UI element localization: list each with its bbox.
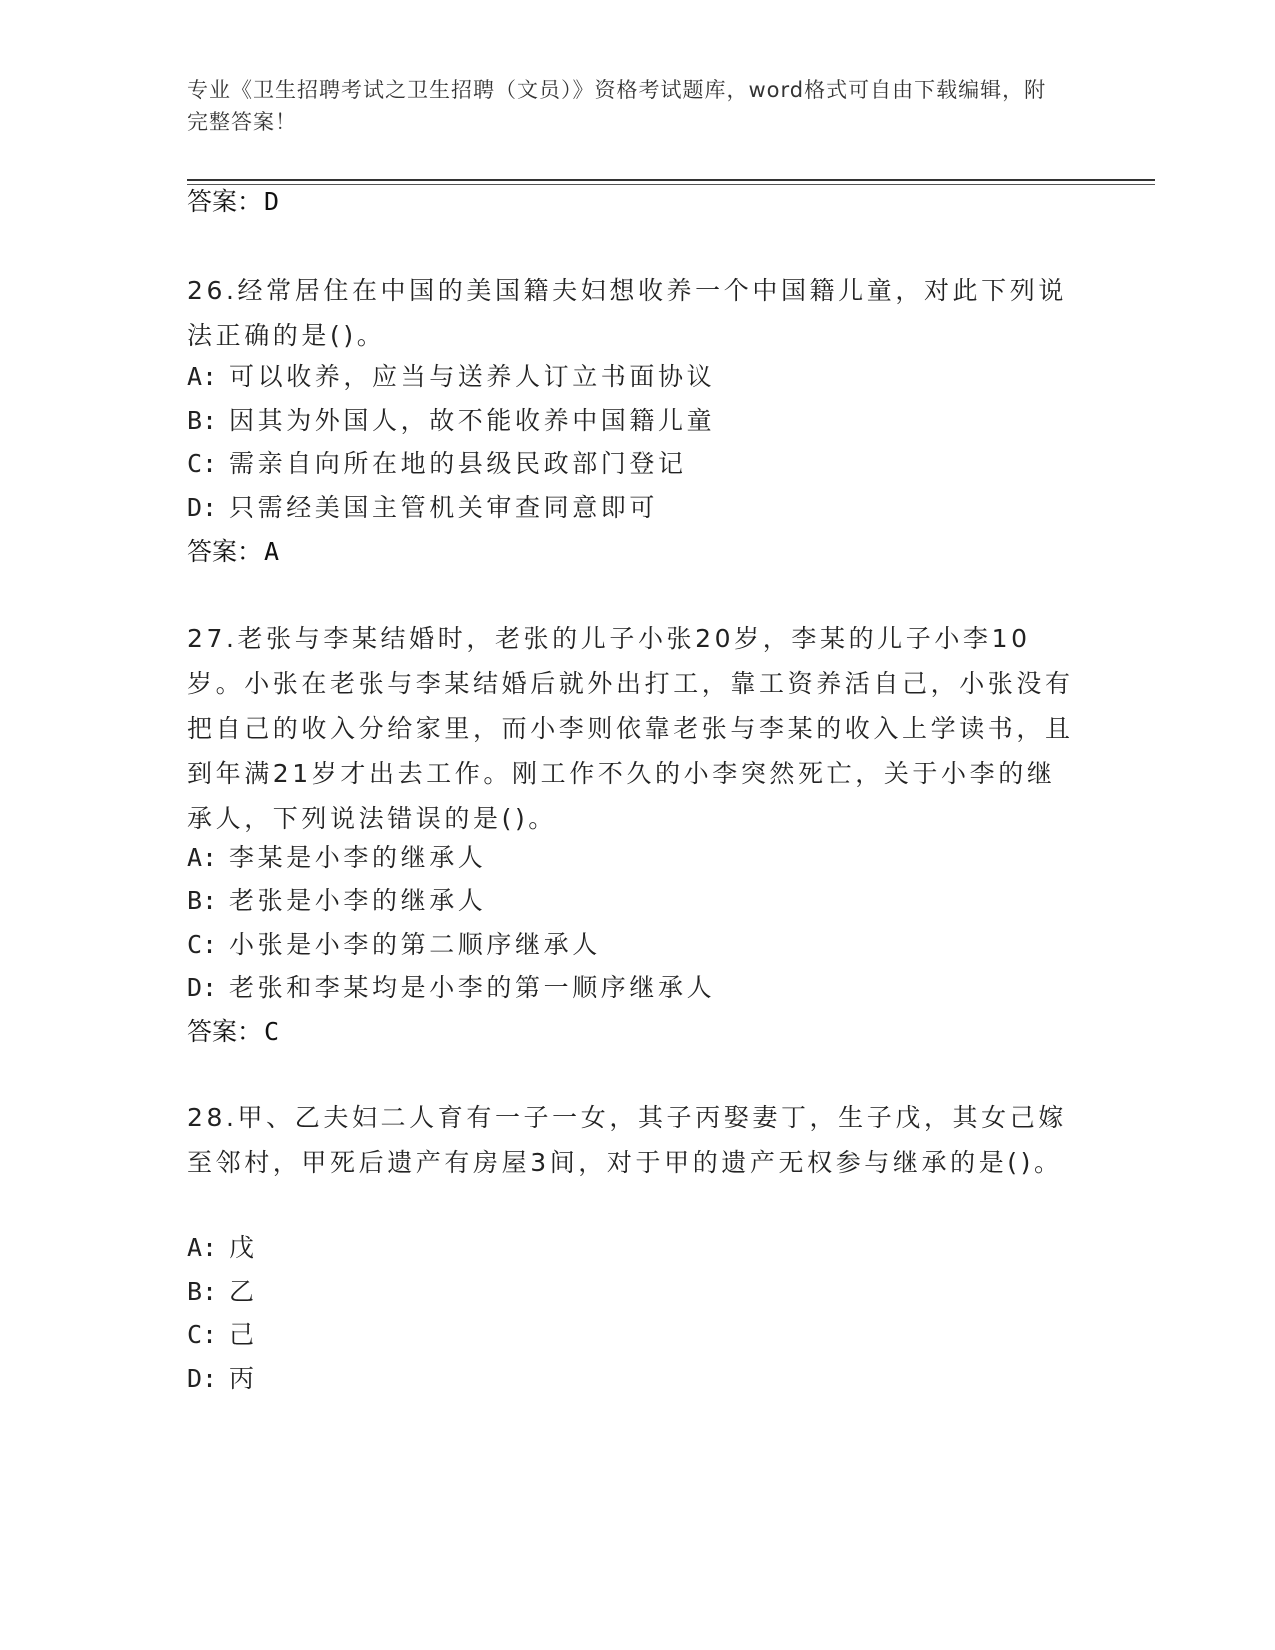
option-item: [187, 972, 715, 1004]
option-key: A:: [187, 1233, 218, 1262]
answer-label: 答案：: [187, 1017, 263, 1046]
option-item: [187, 405, 715, 437]
option-key: A:: [187, 843, 218, 872]
question-text: 28.甲、乙夫妇二人育有一子一女，其子丙娶妻丁，生子戊，其女己嫁至邻村，甲死后遗产有房屋3间，对于甲的遗产无权参与继承的是()。: [187, 1103, 1067, 1177]
option-item: [187, 1363, 258, 1395]
option-key: B:: [187, 406, 218, 435]
option-text: 可以收养，应当与送养人订立书面协议: [229, 362, 716, 391]
option-key: D:: [187, 973, 218, 1002]
option-text: 只需经美国主管机关审查同意即可: [229, 493, 659, 522]
option-text: 因其为外国人，故不能收养中国籍儿童: [229, 406, 716, 435]
option-text: 李某是小李的继承人: [229, 843, 487, 872]
answer-value: D: [264, 187, 280, 216]
option-item: [187, 1232, 258, 1264]
option-key: D:: [187, 493, 218, 522]
option-item: [187, 885, 486, 917]
option-text: 老张是小李的继承人: [229, 886, 487, 915]
option-item: [187, 929, 601, 961]
answer-line: [187, 536, 279, 568]
option-item: [187, 492, 658, 524]
option-item: [187, 1276, 258, 1308]
option-text: 乙: [229, 1277, 258, 1306]
header-divider: [187, 179, 1155, 181]
header-note: 专业《卫生招聘考试之卫生招聘（文员）》资格考试题库，word格式可自由下载编辑，附完整答案！: [187, 78, 1047, 134]
answer-value: A: [264, 537, 280, 566]
answer-value: C: [264, 1017, 280, 1046]
option-text: 老张和李某均是小李的第一顺序继承人: [229, 973, 716, 1002]
option-key: B:: [187, 1277, 218, 1306]
option-key: D:: [187, 1364, 218, 1393]
option-item: [187, 448, 687, 480]
option-item: [187, 361, 715, 393]
option-key: C:: [187, 449, 218, 478]
option-text: 小张是小李的第二顺序继承人: [229, 930, 601, 959]
answer-line: [187, 186, 279, 218]
question-text: 27.老张与李某结婚时，老张的儿子小张20岁，李某的儿子小李10岁。小张在老张与李某结婚后就外出打工，靠工资养活自己，小张没有把自己的收入分给家里，而小李则依靠老张与李某的收入上学读书，且到年满21岁才出去工作。刚工作不久的小李突然死亡，关于小李的继承人，下列说法错误的是()。: [187, 624, 1074, 833]
option-key: A:: [187, 362, 218, 391]
header-divider-thin: [187, 184, 1155, 185]
option-text: 丙: [229, 1364, 258, 1393]
option-text: 需亲自向所在地的县级民政部门登记: [229, 449, 687, 478]
option-item: [187, 1319, 258, 1351]
option-key: C:: [187, 1320, 218, 1349]
option-key: B:: [187, 886, 218, 915]
option-key: C:: [187, 930, 218, 959]
answer-line: [187, 1016, 279, 1048]
option-item: [187, 842, 486, 874]
answer-label: 答案：: [187, 537, 263, 566]
option-text: 戊: [229, 1233, 258, 1262]
answer-label: 答案：: [187, 187, 263, 216]
option-text: 己: [229, 1320, 258, 1349]
question-text: 26.经常居住在中国的美国籍夫妇想收养一个中国籍儿童，对此下列说法正确的是()。: [187, 276, 1067, 350]
